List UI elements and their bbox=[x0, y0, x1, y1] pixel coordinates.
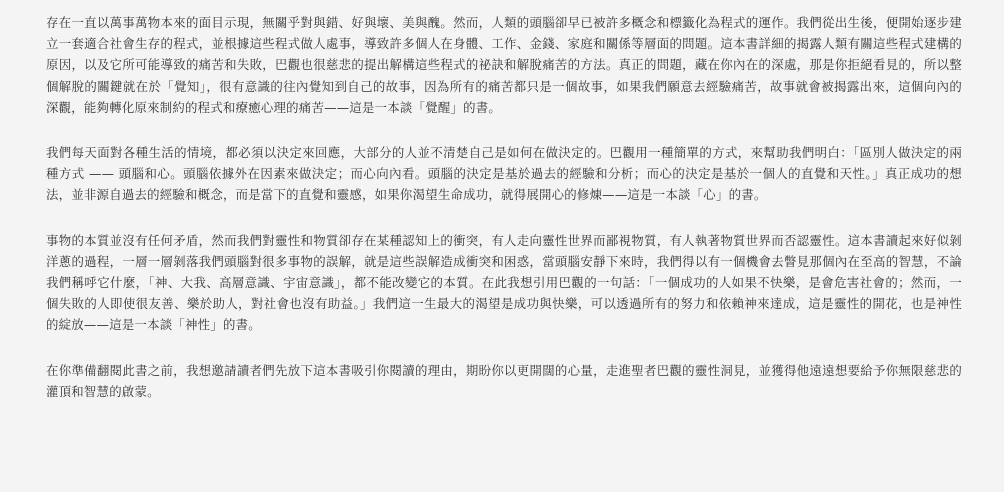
paragraph-invitation: 在你準備翻閱此書之前，我想邀請讀者們先放下這本書吸引你閱讀的理由，期盼你以更開闊的心量，走進聖者巴觀的靈性洞見，並獲得他遠遠想要給予你無限慈悲的灌頂和智慧的啟蒙。 bbox=[46, 362, 962, 399]
paragraph-awakening: 存在一直以萬事萬物本來的面目示現，無關乎對與錯、好與壞、美與醜。然而，人類的頭腦卻早已被許多概念和標籤化為程式的運作。我們從出生後，便開始逐步建立一套適合社會生存的程式，並根據這些程式做人處事，導致許多個人在身體、工作、金錢、家庭和關係等層面的問題。這本書詳細的揭露人類有關這些程式建構的原因，以及它所可能導致的痛苦和失敗，巴觀也很慈悲的提出解構這些程式的祕訣和解脫痛苦的方法。真正的問題，藏在你內在的深處，那是你拒絕看見的，所以整個解脫的關鍵就在於「覺知」，很有意識的往內覺知到自己的故事，因為所有的痛苦都只是一個故事，如果我們願意去經驗痛苦，故事就會被揭露出來，這個向內的深觀，能夠轉化原來制約的程式和療癒心理的痛苦——這是一本談「覺醒」的書。 bbox=[46, 15, 962, 115]
paragraph-divinity: 事物的本質並沒有任何矛盾，然而我們對靈性和物質卻存在某種認知上的衝突，有人走向靈性世界而鄙視物質，有人執著物質世界而否認靈性。這本書讀起來好似剝洋蔥的過程，一層一層剝落我們頭腦對很多事物的誤解，就是這些誤解造成衝突和困惑，當頭腦安靜下來時，我們得以有一個機會去瞥見那個內在至高的智慧，不論我們稱呼它什麼，「神、大我、高層意識、宇宙意識」，都不能改變它的本質。在此我想引用巴觀的一句話：「一個成功的人如果不快樂，是會危害社會的；然而，一個失敗的人即使很友善、樂於助人，對社會也沒有助益。」我們這一生最大的渴望是成功與快樂，可以透過所有的努力和依賴神來達成，這是靈性的開花，也是神性的綻放——這是一本談「神性」的書。 bbox=[46, 232, 962, 333]
paragraph-heart: 我們每天面對各種生活的情境，都必須以決定來回應，大部分的人並不清楚自己是如何在做決定的。巴觀用一種簡單的方式，來幫助我們明白：「區別人做決定的兩種方式 —— 頭腦和心。頭腦依據外在因素來做決定；而心向內看。頭腦的決定是基於過去的經驗和分析；而心的決定是基於一個人的直覺和天性。」真正成功的想法，並非源自過去的經驗和概念，而是當下的直覺和靈感，如果你渴望生命成功，就得展開心的修煉——這是一本談「心」的書。 bbox=[46, 145, 962, 203]
